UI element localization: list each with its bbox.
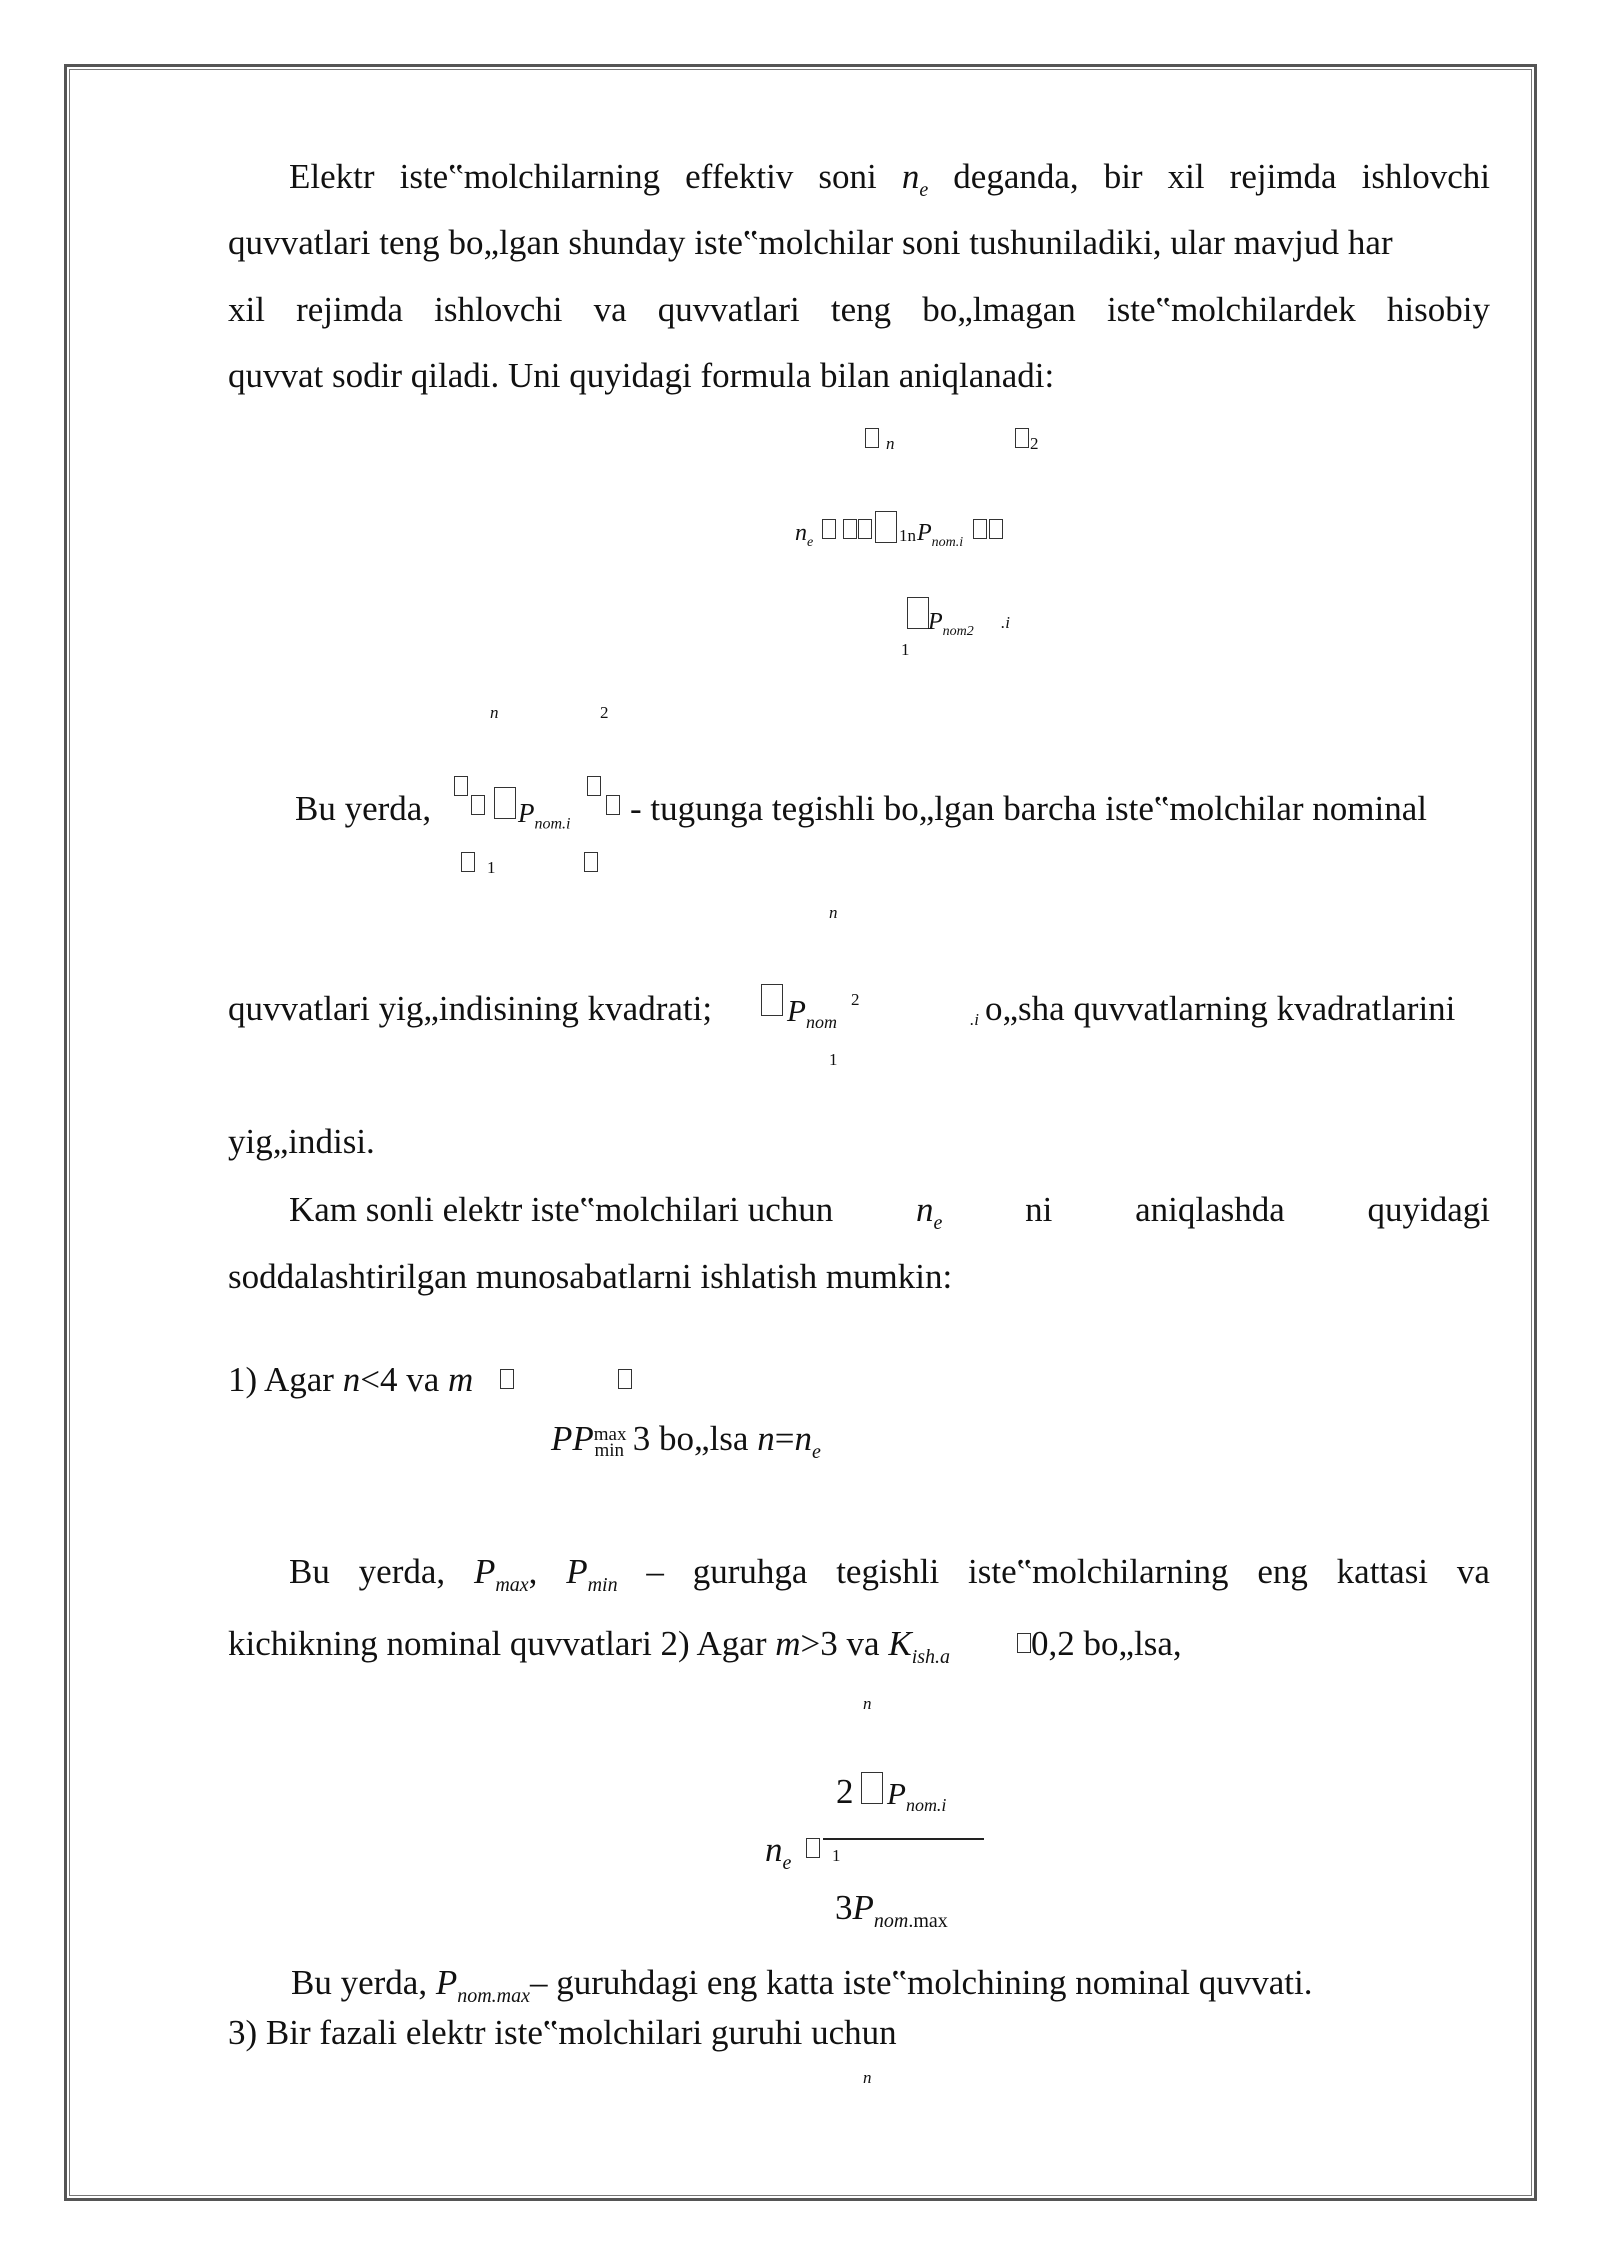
- index-i: .i: [970, 1010, 979, 1029]
- para1-line1: Elektr iste‟molchilarning effektiv soni $n_e$ deganda, bir xil rejimda ishlovchi: [289, 157, 1490, 201]
- para3-end: o„sha quvvatlarning kvadratlarini: [985, 989, 1456, 1028]
- sum-upper-n: n: [829, 903, 838, 922]
- stray-n: n: [490, 703, 499, 722]
- sum-symbol-box: [875, 511, 897, 543]
- item1-line: 1) Agar n<4 va m: [228, 1360, 474, 1399]
- para3-start: quvvatlari yig„indisining kvadrati;: [228, 989, 713, 1028]
- para2-bu-yerda: Bu yerda,: [295, 789, 432, 828]
- fraction-bar: [823, 1838, 984, 1840]
- symbol-box: [618, 1369, 632, 1389]
- sum-symbol-box: [761, 984, 783, 1016]
- symbol-box: [587, 776, 601, 796]
- sum-symbol-box: [907, 597, 929, 629]
- para4-text: yig„indisi.: [228, 1122, 375, 1161]
- sum-symbol-box: [494, 787, 516, 819]
- sum-symbol-box: [861, 1772, 883, 1804]
- bottom-n: n: [863, 2068, 872, 2087]
- stray-2: 2: [600, 703, 609, 722]
- para5-line1: Kam sonli elektr iste‟molchilari uchun $n_e$ ni aniqlashda quyidagi: [289, 1190, 1490, 1234]
- symbol-box: [806, 1838, 820, 1858]
- symbol-box: [606, 795, 620, 815]
- para7-line: Bu yerda, $P_{nom.max}-$ guruhdagi eng katta iste‟molchining nominal quvvati.: [291, 1963, 1313, 2007]
- symbol-box: [858, 519, 872, 539]
- symbol-box: [461, 852, 475, 872]
- para6-line2-end: 0,2 bo„lsa,: [1031, 1624, 1182, 1663]
- symbol-box: [843, 519, 857, 539]
- symbol-box: [1017, 1633, 1031, 1653]
- symbol-box: [454, 776, 468, 796]
- item3-line: 3) Bir fazali elektr iste‟molchilari guruhi uchun: [228, 2013, 897, 2052]
- item1-ratio: $PP^{max}\min$ 3 bo„lsa $n=n_e$: [551, 1419, 821, 1463]
- symbol-box: [471, 795, 485, 815]
- symbol-box: [989, 519, 1003, 539]
- symbol-box: [500, 1369, 514, 1389]
- symbol-box: [865, 428, 879, 448]
- symbol-box: [973, 519, 987, 539]
- para1-line3: xil rejimda ishlovchi va quvvatlari teng bo„lmagan iste‟molchilardek hisobiy: [228, 290, 1490, 329]
- symbol-box: [1015, 428, 1029, 448]
- para2-text: - tugunga tegishli bo„lgan barcha iste‟molchilar nominal: [630, 789, 1427, 828]
- superscript-2: 2: [851, 990, 860, 1009]
- para1-line2: quvvatlari teng bo„lgan shunday iste‟molchilar soni tushuniladiki, ular mavjud har: [228, 223, 1393, 262]
- para6-line2: kichikning nominal quvvatlari 2) Agar m>3 va $K_{ish.a}$: [228, 1624, 951, 1668]
- symbol-box: [822, 519, 836, 539]
- para5-line2: soddalashtirilgan munosabatlarni ishlatish mumkin:: [228, 1257, 953, 1296]
- para1-line4: quvvat sodir qiladi. Uni quyidagi formula bilan aniqlanadi:: [228, 356, 1055, 395]
- symbol-box: [584, 852, 598, 872]
- para6-line1: Bu yerda, $P_{max}$, $P_{min}$ – guruhga tegishli iste‟molchilarning eng kattasi va: [289, 1552, 1490, 1596]
- sum-lower-1: 1: [829, 1050, 838, 1069]
